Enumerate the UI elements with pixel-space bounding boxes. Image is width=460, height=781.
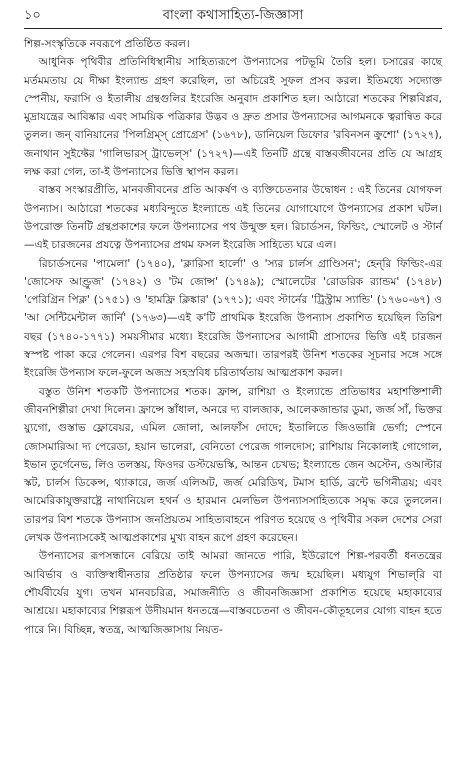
running-title: বাংলা কথাসাহিত্য-জিজ্ঞাসা [162,8,304,23]
page-number: ১০ [24,8,41,23]
paragraph: উপন্যাসের রূপসন্ধানে বেরিয়ে তাই আমরা জানতে পারি, ইউরোপে শিল্প-পরবর্তী ধনতন্ত্রের আবির্ভাব ও ব্যক্তিস্বাধীনতার প্রতিষ্ঠার ফলে উপন্যাসের জন্ম হয়েছিল। মধ্যযুগ শিভাল্‌রি বা শৌর্যবীর্যের যুগ। তখন মানবচরিত্র, সমাজনীতি ও জীবনজিজ্ঞাসা প্রকাশিত হয়েছে মহাকাব্যের আশ্রয়ে। মহাকাব্যের শিল্পরূপ উদীয়মান ধনতন্ত্রে—বাস্তবচেতনা ও জীবন-কৌতূহলের যোগ্য বাহন হতে পারে নি। বিচ্ছিন্ন, স্বতন্ত্র, আত্মজিজ্ঞাসায় নিয়ত- [24,550,442,636]
paragraph: আধুনিক পৃথিবীর প্রতিনিধিস্থানীয় সাহিত্যরূপে উপন্যাসের পটভূমি তৈরি হল। চসারের কাছে মর্তমমতায় যে দীক্ষা ইংল্যান্ড গ্রহণ করেছিল, তা অচিরেই সুফল প্রসব করল। ইতিমধ্যে সদ্যোক্ত স্পেনীয়, ফরাসি ও ইতালীয় গ্রন্থগুলির ইংরেজি অনুবাদ প্রকাশিত হল। আঠারো শতকের শিল্পবিপ্লব, মুদ্রাযন্ত্রের আবিষ্কার এবং সাময়িক পত্রিকার উদ্ভব ও দ্রুত প্রসার উপন্যাসের আগমনকে ত্বরান্বিত করে তুলল। জন্ বানিয়ানের 'পিলগ্রিম্স্ প্রোগ্রেস' (১৬৭৮), ডানিয়েল ডিফোর 'রবিনসন ক্রুশো' (১৭২৭), জনাথান সুইফ্টের 'গালিভারস্ ট্রাভেল্স' (১৭২৭)—এই তিনটি গ্রন্থে বাস্তবজীবনের প্রতি যে আগ্রহ লক্ষ করা গেল, তা-ই উপন্যাসের ভিত্তি স্থাপন করল। [24,56,442,179]
paragraph: রিচার্ডসনের 'পামেলা' (১৭৪০), 'ক্লারিসা হার্লো' ও 'স্যর চার্লস গ্রাণ্ডিসন'; হেন্‌রি ফিল্ডিং-এর 'জোসেফ আণ্ড্রুজ' (১৭৪২) ও 'টম জোন্স' (১৭৪৯); স্মোলেটের 'রোডরিক র‍্যান্ডম' (১৭৪৮) 'পেরিগ্রিন পিক্ল' (১৭৫১) ও 'হামফ্রি ক্লিঙ্কার' (১৭৭১); এবং স্টার্নের 'ট্রিস্ট্রাম স্যান্ডি' (১৭৬০-৬৭) ও 'আ সেন্টিমেন্টাল জার্নি' (১৭৬৩)—এই ক'টি প্রাথমিক ইংরেজি উপন্যাস প্রকাশিত হয়েছিল তিরিশ বছর (১৭৪০-১৭৭১) সময়সীমার মধ্যে। ইংরেজি উপন্যাসের আগামী প্রাসাদের ভিত্তি এই চারজন স্বস্পষ্ট পাকা করে গেলেন। এরপর বিশ বছরের অজন্মা। তারপরই উনিশ শতকের সূচনার সঙ্গে সঙ্গে ইংরেজি উপন্যাস ফলে-ফুলে অজস্র সহস্রবিধ চরিতার্থতায় আত্মপ্রকাশ করল। [24,257,442,380]
paragraph: বাস্তব সংস্কারপ্রীতি, মানবজীবনের প্রতি আকর্ষণ ও ব্যক্তিচেতনার উদ্বোধন : এই তিনের যোগফল উপন্যাস। আঠারো শতকের মধ্যবিন্দুতে ইংল্যান্ডে এই তিনের যোগাযোগে উপন্যাসের প্রকাশ ঘটল। উপরোক্ত তিনটি গ্রন্থপ্রকাশের ফলে উপন্যাসের পথ উন্মুক্ত হল। রিচার্ডসন, ফিল্ডিং, স্মোলেট ও স্টার্ন —এই চারজনের প্রযত্নে উপন্যাসের প্রথম ফসল ইংরেজি সাহিত্যে ঘরে এল। [24,184,442,252]
body-text [24,35,442,639]
page-header [24,6,442,29]
paragraph: শিল্প-সংস্কৃতিকে নবরূপে প্রতিষ্ঠিত করল। [24,38,190,50]
paragraph: বস্তুত উনিশ শতকটি উপন্যাসের শতক। ফ্রান্স, রাশিয়া ও ইংল্যান্ডে প্রতিভাধর মহাশক্তিশালী জীবনশিল্পীরা দেখা দিলেন। ফ্রান্সে স্তাঁধাল, অনরে দ্য বালজাক, আলেকজান্ডার ডুমা, জর্জ সাঁ, ভিক্তর য়্যুগো, গুস্তাভ ফ্লোবেয়র, এমিল জোলা, আলফাঁস দোদে; ইতালিতে জিওভান্নি ভের্গা; স্পেনে জোসমারিআ দ্য পেরেডা, হয়ান ভালেরা, বেনিতো পেরেজ গালদোস; রাশিয়ায় নিকোলাই গোগোল, ইভান তুর্গেনেভ, লিও তলস্তয়, ফিওদর ডস্টয়েভস্কি, আন্তন চেখভ; ইংল্যান্ডে জেন অস্টেন, ওআল্টার স্কট, চার্লস ডিকেন্স, থ্যাকারে, জর্জ এলিঅট, জর্জ মেরিডিথ, টমাস হার্ডি, ব্রন্টে ভগিনীত্রয়; এবং আমেরিকাযুক্তরাষ্ট্রে নাথানিয়েল হথর্ন ও হারমান মেলভিল উপন্যাসসাহিত্যকে সমৃদ্ধ করে তুললেন। তারপর বিশ শতকে উপন্যাস জনপ্রিয়তম সাহিত্যবাহনে পরিণত হয়েছে ও পৃথিবীর সকল দেশের সেরা লেখক উপন্যাসকেই আত্মপ্রকাশের মুখ্য বাহন রূপে গ্রহণ করেছেন। [24,385,442,545]
